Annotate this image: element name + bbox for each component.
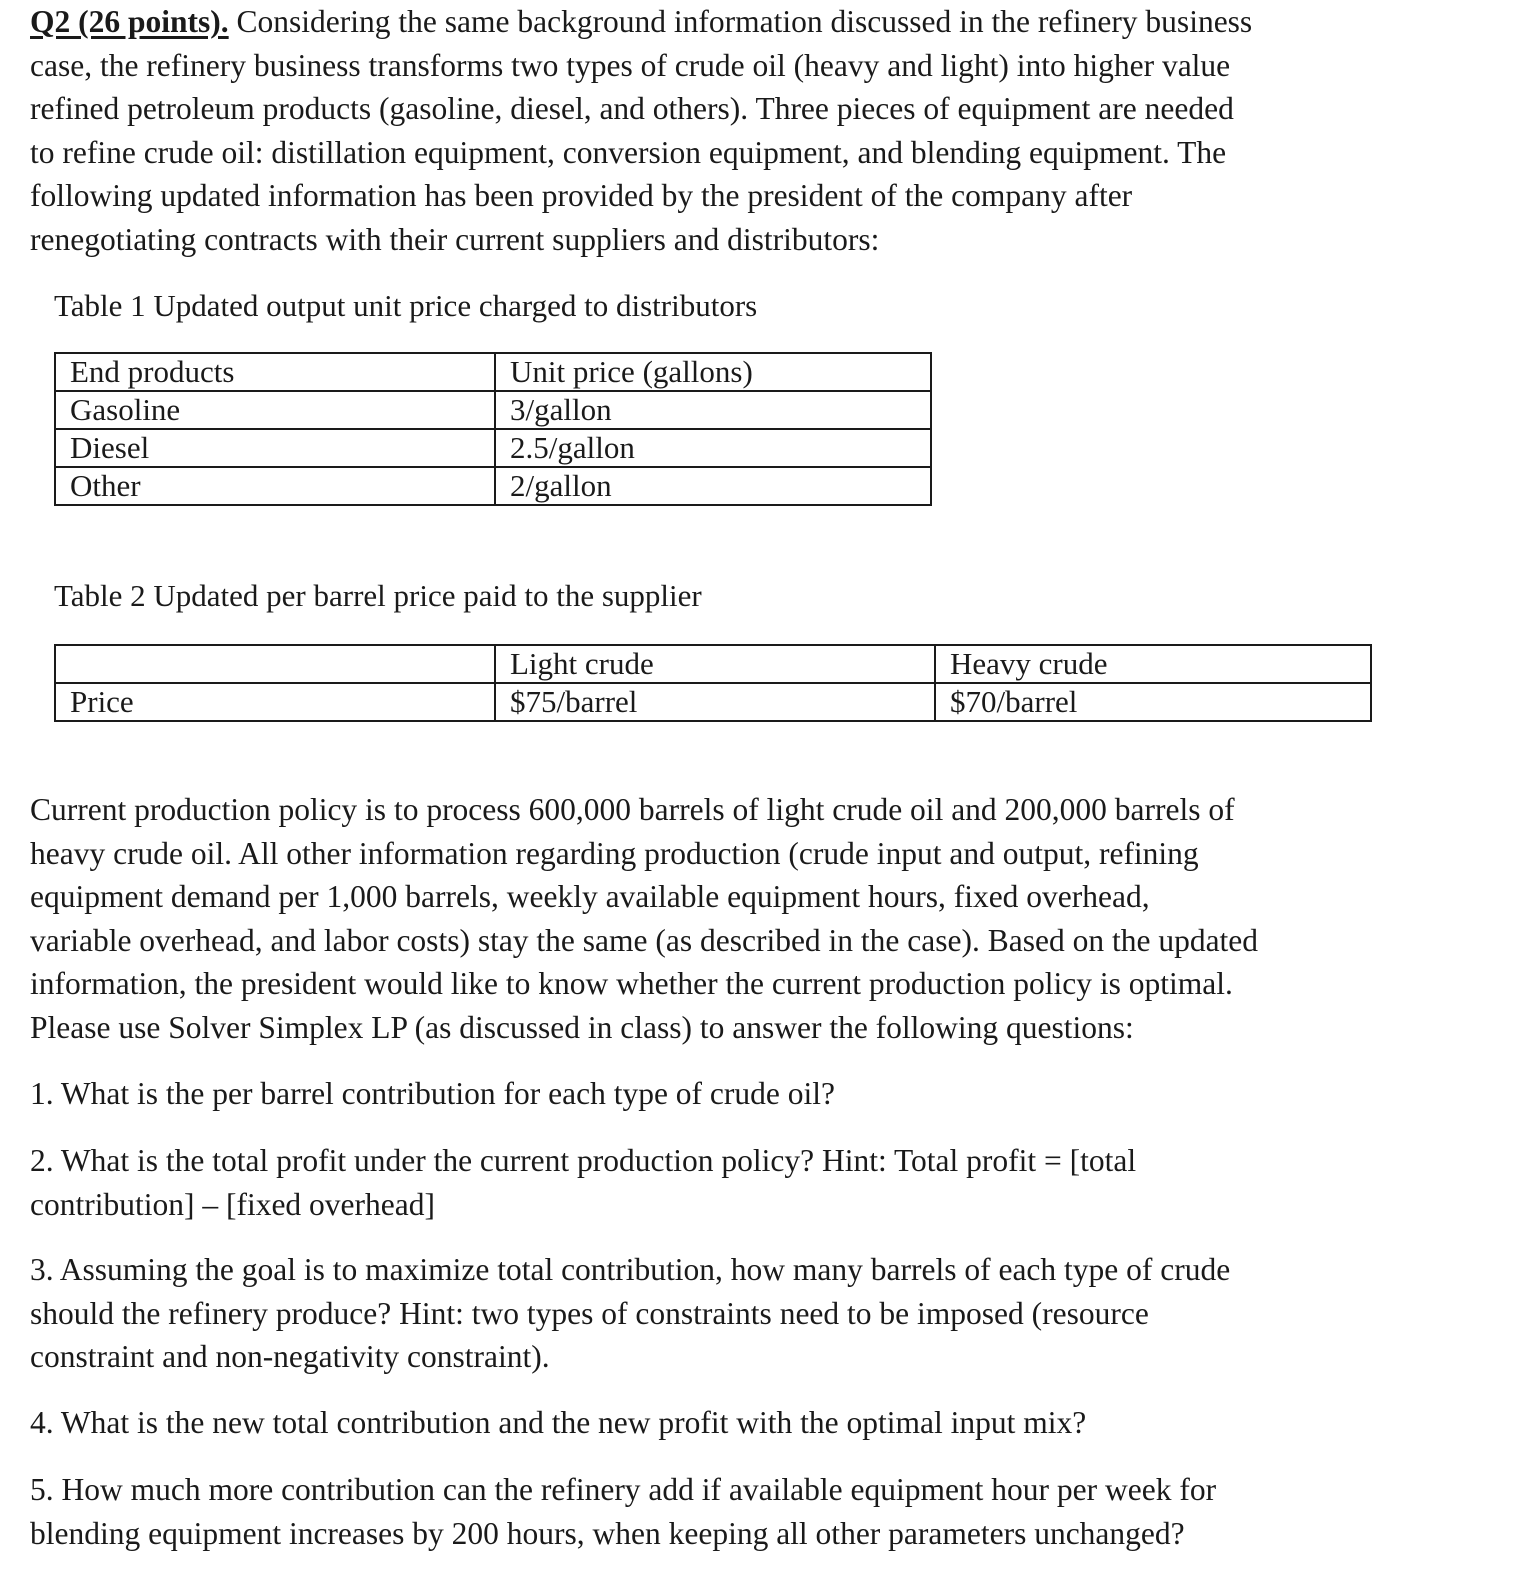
supplier-price-table <box>54 644 1372 722</box>
policy-line: Current production policy is to process 600,000 barrels of light crude oil and 200,000 barrels of <box>30 792 1235 827</box>
table-header-row <box>55 353 931 391</box>
question-item <box>30 1248 1230 1379</box>
table-header-row <box>55 645 1371 683</box>
question-line: 3. Assuming the goal is to maximize total contribution, how many barrels of each type of crude <box>30 1252 1231 1287</box>
policy-line: equipment demand per 1,000 barrels, weekly available equipment hours, fixed overhead, <box>30 879 1150 915</box>
table-header-cell: Heavy crude <box>935 645 1371 683</box>
table1-caption: Table 1 Updated output unit price charged to distributors <box>54 288 758 323</box>
intro-line: Q2 (26 points). Considering the same background information discussed in the refinery business <box>30 4 1253 39</box>
intro-line: following updated information has been provided by the president of the company after <box>30 178 1133 214</box>
table-cell: Price <box>55 683 495 721</box>
intro-line: renegotiating contracts with their current suppliers and distributors: <box>30 221 880 257</box>
table-header-cell: End products <box>55 353 495 391</box>
table-cell: 2/gallon <box>495 467 931 505</box>
question-line: contribution] – [fixed overhead] <box>30 1186 435 1222</box>
question-item <box>30 1139 1136 1226</box>
question-line: constraint and non-negativity constraint). <box>30 1339 550 1375</box>
table-cell: $70/barrel <box>935 683 1371 721</box>
question-line: 2. What is the total profit under the current production policy? Hint: Total profit = [total <box>30 1143 1137 1178</box>
table-row <box>55 429 931 467</box>
policy-line: variable overhead, and labor costs) stay the same (as described in the case). Based on the updated <box>30 922 1259 958</box>
question-line: blending equipment increases by 200 hours, when keeping all other parameters unchanged? <box>30 1515 1185 1551</box>
table-row <box>55 683 1371 721</box>
table-cell: Gasoline <box>55 391 495 429</box>
table-cell: Other <box>55 467 495 505</box>
question-line: 5. How much more contribution can the refinery add if available equipment hour per week for <box>30 1472 1217 1507</box>
table-row <box>55 391 931 429</box>
question-line: should the refinery produce? Hint: two types of constraints need to be imposed (resource <box>30 1295 1149 1331</box>
table-cell: 3/gallon <box>495 391 931 429</box>
table2-caption: Table 2 Updated per barrel price paid to the supplier <box>54 578 702 613</box>
policy-line: information, the president would like to know whether the current production policy is optimal. <box>30 966 1233 1002</box>
question-item <box>30 1401 1086 1445</box>
table-cell: $75/barrel <box>495 683 935 721</box>
question-item <box>30 1468 1216 1555</box>
table-header-cell <box>55 645 495 683</box>
intro-line: refined petroleum products (gasoline, diesel, and others). Three pieces of equipment are needed <box>30 91 1234 127</box>
question-heading: Q2 (26 points). <box>30 4 229 39</box>
policy-line: Please use Solver Simplex LP (as discussed in class) to answer the following questions: <box>30 1009 1134 1045</box>
intro-paragraph <box>30 0 1252 262</box>
table-cell: Diesel <box>55 429 495 467</box>
intro-line: case, the refinery business transforms two types of crude oil (heavy and light) into higher value <box>30 47 1231 83</box>
policy-line: heavy crude oil. All other information regarding production (crude input and output, refining <box>30 835 1199 871</box>
table-header-cell: Light crude <box>495 645 935 683</box>
table-row <box>55 467 931 505</box>
output-price-table <box>54 352 932 506</box>
question-item <box>30 1072 835 1116</box>
intro-line: to refine crude oil: distillation equipment, conversion equipment, and blending equipment. The <box>30 134 1227 170</box>
question-line: 4. What is the new total contribution and the new profit with the optimal input mix? <box>30 1405 1087 1440</box>
table-cell: 2.5/gallon <box>495 429 931 467</box>
policy-paragraph <box>30 788 1258 1050</box>
question-line: 1. What is the per barrel contribution for each type of crude oil? <box>30 1076 835 1111</box>
table-header-cell: Unit price (gallons) <box>495 353 931 391</box>
